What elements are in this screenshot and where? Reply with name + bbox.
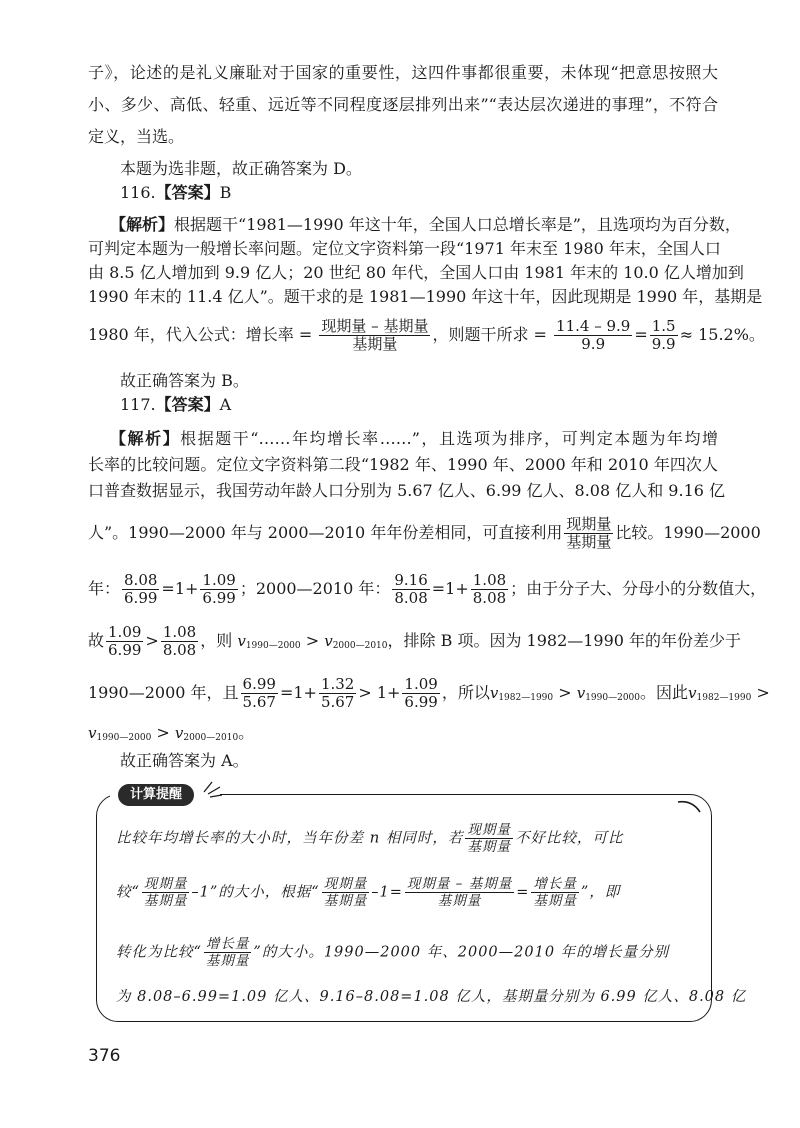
denominator: 6.99 <box>202 589 236 607</box>
numerator: 6.99 <box>242 675 276 693</box>
denominator: 8.08 <box>162 641 197 659</box>
fraction <box>465 822 513 855</box>
numerator: 增长量 <box>205 936 250 952</box>
text-span: =1+ <box>431 579 469 598</box>
variable-v: v <box>576 684 586 702</box>
text-line: 定义，当选。 <box>88 127 185 146</box>
denominator: 基期量 <box>533 893 577 909</box>
fraction <box>142 876 190 909</box>
text-line: 可判定本题为一般增长率问题。定位文字资料第一段“1971 年末至 1980 年末，全国人口 <box>88 239 721 258</box>
text-line: 小、多少、高低、轻重、远近等不同程度逐层排列出来”“表达层次递进的事理”，不符合 <box>88 95 718 114</box>
analysis-text: 根据题干“1981—1990 年这十年，全国人口总增长率是”，且选项均为百分数， <box>174 215 741 234</box>
text-span: > <box>151 723 175 742</box>
denominator: 9.9 <box>651 335 676 353</box>
numerator: 11.4 – 9.9 <box>556 317 631 335</box>
numerator: 1.32 <box>320 675 355 693</box>
formula-text: 1980 年，代入公式：增长率 = <box>88 325 313 344</box>
denominator: 9.9 <box>581 335 606 353</box>
text-span: 1990—2000 年，且 <box>88 683 239 702</box>
formula-line <box>88 623 742 659</box>
denominator: 6.99 <box>124 589 158 607</box>
variable-v: v <box>489 684 499 702</box>
variable-v: v <box>174 724 184 742</box>
answer-tag: 【答案】 <box>155 183 220 202</box>
text-span: ；由于分子大、分母小的分数值大， <box>510 579 767 598</box>
variable-n: n <box>369 828 381 847</box>
analysis-tag: 【解析】 <box>110 215 175 234</box>
fraction <box>564 516 613 551</box>
tip-text: ”的大小。1990—2000 年、2000—2010 年的增长量分别 <box>253 944 670 961</box>
text-span: > <box>553 683 577 702</box>
numerator: 1.09 <box>108 623 142 641</box>
denominator: 基期量 <box>143 893 188 909</box>
numerator: 增长量 <box>533 876 577 892</box>
fraction <box>161 624 198 659</box>
subscript: 2000—2010 <box>183 733 239 743</box>
fraction <box>200 572 237 607</box>
denominator: 基期量 <box>437 893 482 909</box>
numerator: 现期量 <box>143 876 188 892</box>
analysis-tag: 【解析】 <box>110 429 181 448</box>
tip-text: 不好比较，可比 <box>514 830 624 847</box>
question-number: 117. <box>120 395 156 414</box>
answer-heading-116 <box>120 182 718 204</box>
analysis-line <box>110 214 741 236</box>
question-number: 116. <box>120 183 156 202</box>
text-span: > 1+ <box>358 683 401 702</box>
denominator: 基期量 <box>352 335 398 353</box>
tip-text: 转化为比较“ <box>116 944 202 961</box>
analysis-text: 根据题干“……年均增长率……”，且选项为排序，可判定本题为年均增 <box>180 429 718 448</box>
tip-line: 为 8.08–6.99=1.09 亿人、9.16–8.08=1.08 亿人，基期量分别为 6.99 亿人、8.08 亿 <box>116 989 747 1005</box>
text-span: 比较。1990—2000 <box>615 523 761 542</box>
text-span: > <box>300 631 325 650</box>
text-span: 。 <box>238 723 255 742</box>
subscript: 1982—1990 <box>696 693 752 703</box>
numerator: 现期量 <box>323 876 368 892</box>
fraction <box>241 676 278 711</box>
answer-value: B <box>219 183 232 202</box>
denominator: 基期量 <box>566 533 612 551</box>
text-span: ，排除 B 项。因为 1982—1990 年的年份差少于 <box>387 631 742 650</box>
text-span: 人”。1990—2000 年与 2000—2010 年年份差相同，可直接利用 <box>88 523 563 542</box>
subscript: 1990—2000 <box>245 641 301 651</box>
text-span: ，所以 <box>441 683 490 702</box>
numerator: 现期量 <box>467 822 511 838</box>
fraction <box>531 876 579 909</box>
numerator: 1.5 <box>651 317 676 335</box>
answer-value: A <box>219 395 232 414</box>
text-line: 长率的比较问题。定位文字资料第二段“1982 年、1990 年、2000 年和 2010 年四次人 <box>88 455 718 474</box>
numerator: 1.08 <box>162 623 197 641</box>
tip-line <box>116 822 692 855</box>
text-line: 1990 年末的 11.4 亿人”。题干求的是 1981—1990 年这十年，因此现期是 1990 年，基期是 <box>88 287 763 306</box>
text-span: 年： <box>88 579 121 598</box>
tip-text: 比较年均增长率的大小时，当年份差 <box>116 830 364 847</box>
analysis-line <box>110 428 718 450</box>
fraction <box>322 876 370 909</box>
text-line: 子》，论述的是礼义廉耻对于国家的重要性，这四件事都很重要，未体现“把意思按照大 <box>88 63 718 82</box>
text-span: ；2000—2010 年： <box>239 579 391 598</box>
fraction <box>554 318 632 353</box>
numerator: 9.16 <box>394 571 428 589</box>
variable-v: v <box>88 724 97 742</box>
tip-text: –1”的大小，根据“ <box>191 884 320 901</box>
numerator: 1.09 <box>404 675 438 693</box>
subscript: 1990—2000 <box>585 693 641 703</box>
subscript: 1990—2000 <box>96 733 152 743</box>
tip-text: 相同时，若 <box>385 830 464 847</box>
denominator: 基期量 <box>205 953 250 969</box>
subscript: 2000—2010 <box>332 641 388 651</box>
denominator: 8.08 <box>472 589 507 607</box>
curl-icon <box>676 796 704 816</box>
variable-v: v <box>688 684 697 702</box>
fraction <box>106 624 143 659</box>
fraction <box>392 572 429 607</box>
answer-heading-117 <box>120 394 718 416</box>
tip-label: 计算提醒 <box>118 784 194 806</box>
tip-line <box>116 876 692 909</box>
formula-line <box>88 722 718 749</box>
denominator: 6.99 <box>404 693 438 711</box>
text-span: > <box>751 683 770 702</box>
formula-line-116 <box>88 317 765 353</box>
fraction <box>319 318 430 353</box>
numerator: 现期量 – 基期量 <box>406 876 513 892</box>
fraction <box>402 676 439 711</box>
formula-text: ，则题干所求 = <box>432 325 547 344</box>
equals: = <box>634 325 648 344</box>
fraction <box>319 676 356 711</box>
text-span: ，则 <box>200 631 233 650</box>
fraction <box>650 318 678 353</box>
formula-line <box>88 571 767 607</box>
numerator: 1.09 <box>202 571 236 589</box>
tip-text: 较“ <box>116 884 140 901</box>
tip-text: = <box>516 884 530 901</box>
text-span: =1+ <box>279 683 317 702</box>
text-line: 由 8.5 亿人增加到 9.9 亿人；20 世纪 80 年代，全国人口由 1981 年末的 10.0 亿人增加到 <box>88 263 744 282</box>
numerator: 现期量 <box>566 515 612 533</box>
text-span: > <box>145 631 159 650</box>
denominator: 6.99 <box>108 641 142 659</box>
page-number: 376 <box>88 1046 121 1066</box>
formula-line <box>88 675 770 711</box>
numerator: 1.08 <box>472 571 507 589</box>
numerator: 现期量 – 基期量 <box>321 317 429 335</box>
fraction <box>405 876 514 909</box>
text-span: =1+ <box>161 579 199 598</box>
sparkle-icon <box>200 778 224 798</box>
fraction <box>122 572 159 607</box>
text-span: 。因此 <box>640 683 689 702</box>
denominator: 5.67 <box>320 693 355 711</box>
conclusion-line: 故正确答案为 B。 <box>120 371 249 390</box>
fraction <box>204 936 252 969</box>
text-line <box>88 515 761 551</box>
denominator: 基期量 <box>467 839 511 855</box>
denominator: 8.08 <box>394 589 428 607</box>
text-line: 口普查数据显示，我国劳动年龄人口分别为 5.67 亿人、6.99 亿人、8.08 亿人和 9.16 亿 <box>88 481 726 500</box>
fraction <box>471 572 508 607</box>
conclusion-line: 故正确答案为 A。 <box>120 751 249 770</box>
variable-v: v <box>324 632 333 650</box>
tip-text: ”，即 <box>580 884 621 901</box>
answer-tag: 【答案】 <box>155 395 220 414</box>
denominator: 5.67 <box>242 693 276 711</box>
variable-v: v <box>237 632 246 650</box>
numerator: 8.08 <box>124 571 158 589</box>
tip-text: –1= <box>371 884 403 901</box>
tip-line <box>116 936 692 969</box>
formula-text: ≈ 15.2%。 <box>679 325 765 344</box>
denominator: 基期量 <box>323 893 368 909</box>
subscript: 1982—1990 <box>498 693 554 703</box>
text-span: 故 <box>88 631 105 650</box>
conclusion-line: 本题为选非题，故正确答案为 D。 <box>120 159 362 178</box>
